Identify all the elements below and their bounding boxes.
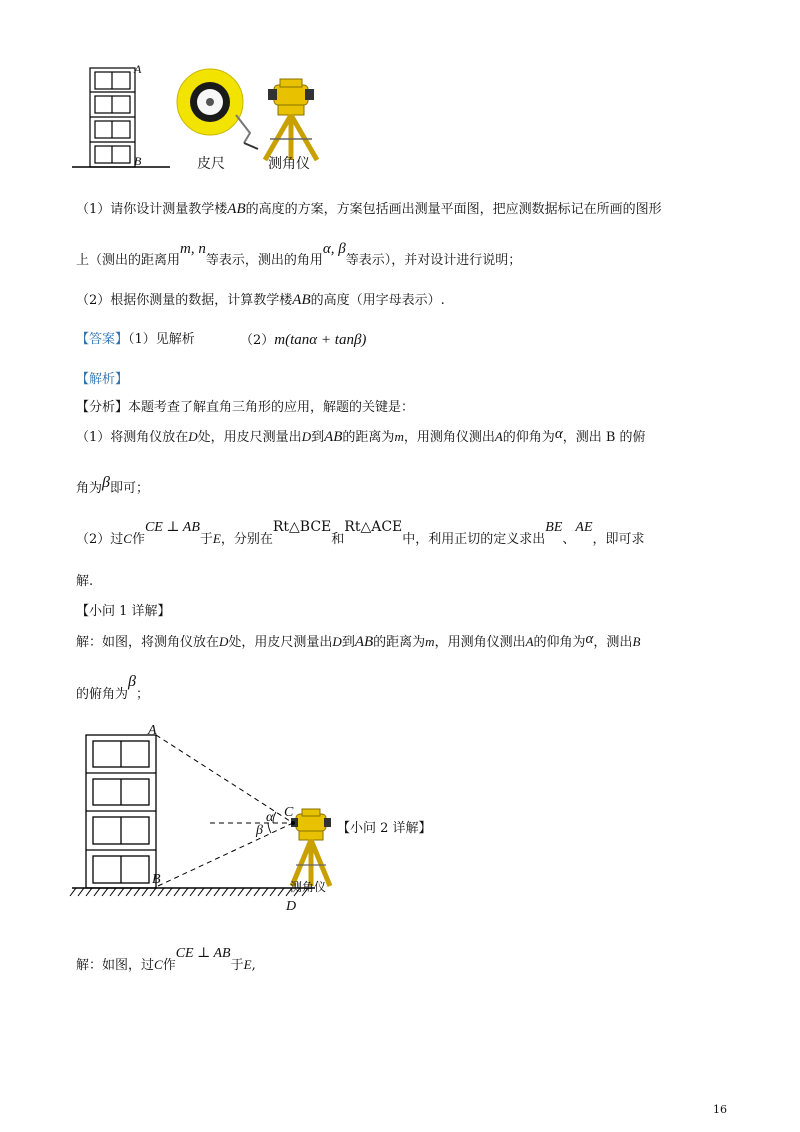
tape-caption: 皮尺 bbox=[197, 156, 225, 172]
answer-label: 【答案】 bbox=[76, 332, 129, 347]
theodolite-icon bbox=[265, 79, 317, 160]
building-icon bbox=[86, 735, 156, 888]
analysis-fenxi: 【分析】本题考查了解直角三角形的应用，解题的关键是： bbox=[76, 400, 415, 415]
top-label-a: A bbox=[134, 62, 142, 76]
detail1-line2: 的俯角为β； bbox=[76, 673, 149, 702]
diagram-label-beta: β bbox=[256, 823, 263, 838]
analysis-step2-line2: 解. bbox=[76, 574, 94, 589]
answer-line: 【答案】（1）见解析 bbox=[76, 332, 195, 347]
q2-line: （2）根据你测量的数据，计算教学楼AB的高度（用字母表示）. bbox=[76, 292, 445, 308]
detail2-label: 【小问 2 详解】 bbox=[337, 821, 432, 836]
diagram-label-b: B bbox=[152, 872, 161, 887]
diagram-instrument-label: 测角仪 bbox=[290, 880, 327, 894]
diagram-label-alpha: α bbox=[266, 810, 274, 825]
tape-measure-icon bbox=[177, 69, 258, 149]
diagram-label-d: D bbox=[286, 899, 297, 914]
ground-hatching bbox=[70, 888, 308, 896]
q1-line1: （1）请你设计测量教学楼AB的高度的方案，方案包括画出测量平面图，把应测数据标记在所画的图形 bbox=[76, 201, 662, 217]
theodolite-caption: 测角仪 bbox=[268, 156, 310, 172]
analysis-step1-line2: 角为β即可； bbox=[76, 474, 149, 496]
theodolite-icon bbox=[291, 809, 331, 886]
diagram-label-c: C bbox=[284, 805, 294, 820]
analysis-label: 【解析】 bbox=[76, 372, 129, 387]
detail2-line1: 解：如图，过C作CE ⊥ AB于E, bbox=[76, 946, 256, 973]
top-label-b: B bbox=[134, 154, 142, 168]
q1-line2: 上（测出的距离用m, n等表示，测出的角用α, β等表示），并对设计进行说明； bbox=[76, 241, 522, 268]
detail1-label: 【小问 1 详解】 bbox=[76, 604, 171, 619]
building-icon bbox=[90, 68, 135, 167]
answer-part2: （2）m(tanα + tanβ) bbox=[240, 332, 367, 348]
diagram-label-a: A bbox=[148, 723, 157, 738]
detail1-line1: 解：如图，将测角仪放在D处，用皮尺测量出D到AB的距离为m，用测角仪测出A的仰角为α，测出B bbox=[76, 631, 641, 650]
analysis-step2: （2）过C作CE ⊥ AB于E，分别在Rt△BCE和Rt△ACE中，利用正切的定义求出BE、AE，即可求 bbox=[76, 519, 645, 547]
answer-formula: m(tanα + tanβ) bbox=[274, 332, 367, 348]
angle-alpha-arc bbox=[273, 812, 276, 823]
sight-line-cb bbox=[158, 823, 293, 886]
page-number: 16 bbox=[713, 1103, 727, 1116]
analysis-step1: （1）将测角仪放在D处，用皮尺测量出D到AB的距离为m，用测角仪测出A的仰角为α，测出 B 的俯 bbox=[76, 426, 646, 445]
